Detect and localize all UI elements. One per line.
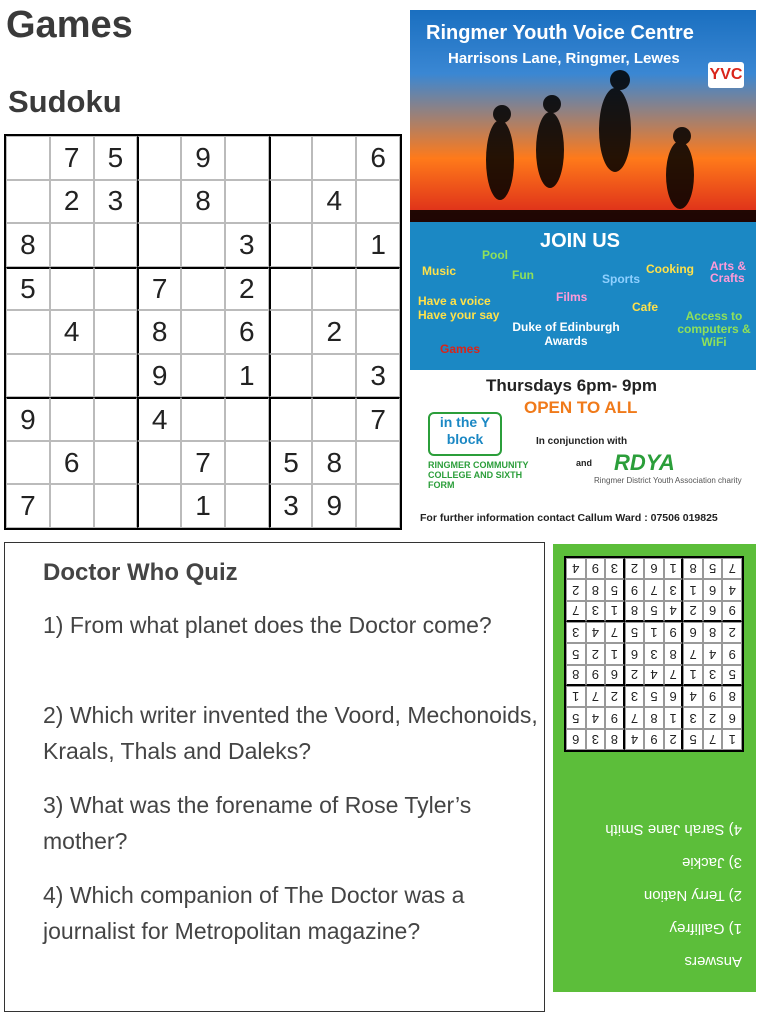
sudoku-cell: 8 <box>625 601 645 622</box>
sudoku-cell: 8 <box>664 643 684 664</box>
sudoku-cell: 2 <box>225 267 269 311</box>
sudoku-cell <box>50 397 94 441</box>
activity: Have a voice <box>418 294 491 308</box>
sudoku-cell: 5 <box>644 601 664 622</box>
activity: Duke of Edinburgh Awards <box>512 320 620 348</box>
sudoku-cell: 3 <box>94 180 138 224</box>
sudoku-cell <box>312 223 356 267</box>
sudoku-cell: 5 <box>722 665 742 686</box>
sudoku-cell <box>356 267 400 311</box>
sudoku-cell: 1 <box>722 729 742 750</box>
sudoku-cell: 4 <box>722 579 742 600</box>
sudoku-cell: 2 <box>566 579 586 600</box>
sudoku-cell: 8 <box>181 180 225 224</box>
sudoku-cell: 6 <box>703 579 723 600</box>
sudoku-cell: 1 <box>566 686 586 707</box>
activity: Have your say <box>418 308 500 322</box>
sudoku-cell: 6 <box>644 558 664 579</box>
sudoku-cell: 8 <box>683 558 703 579</box>
sudoku-cell: 5 <box>683 729 703 750</box>
answers-list <box>605 813 742 978</box>
poster-schedule: Thursdays 6pm- 9pm <box>486 376 657 395</box>
poster-activities <box>410 222 756 370</box>
sudoku-cell: 9 <box>722 643 742 664</box>
sudoku-cell: 8 <box>586 579 606 600</box>
sudoku-cell: 3 <box>356 354 400 398</box>
sudoku-cell: 3 <box>664 579 684 600</box>
sudoku-cell: 7 <box>683 643 703 664</box>
sudoku-cell <box>181 354 225 398</box>
quiz-title: Doctor Who Quiz <box>43 559 238 586</box>
poster-contact: For further information contact Callum Ward : 07506 019825 <box>420 512 718 524</box>
activity: Pool <box>482 248 508 262</box>
sudoku-cell: 3 <box>566 622 586 643</box>
sudoku-cell: 7 <box>605 622 625 643</box>
sudoku-cell: 9 <box>664 622 684 643</box>
sudoku-cell <box>225 136 269 180</box>
sudoku-cell: 4 <box>586 707 606 728</box>
sudoku-cell: 7 <box>181 441 225 485</box>
sudoku-cell: 4 <box>625 729 645 750</box>
sudoku-cell: 5 <box>605 579 625 600</box>
sudoku-cell: 9 <box>722 601 742 622</box>
sudoku-cell: 4 <box>586 622 606 643</box>
sudoku-cell <box>6 354 50 398</box>
answer-item: 3) Jackie <box>681 854 742 871</box>
sudoku-cell: 7 <box>356 397 400 441</box>
sudoku-cell <box>181 267 225 311</box>
sudoku-cell: 2 <box>683 601 703 622</box>
sudoku-cell: 7 <box>586 686 606 707</box>
answers-panel <box>553 544 756 992</box>
sudoku-cell: 1 <box>683 665 703 686</box>
sudoku-cell: 2 <box>586 643 606 664</box>
quiz-question: 3) What was the forename of Rose Tyler’s mother? <box>43 792 472 854</box>
sudoku-cell: 4 <box>50 310 94 354</box>
sudoku-cell: 5 <box>94 136 138 180</box>
sudoku-cell <box>94 354 138 398</box>
sudoku-cell: 7 <box>6 484 50 528</box>
sudoku-cell: 4 <box>137 397 181 441</box>
sudoku-cell <box>137 441 181 485</box>
sudoku-cell: 4 <box>683 686 703 707</box>
sudoku-cell: 3 <box>683 707 703 728</box>
sudoku-cell: 6 <box>566 729 586 750</box>
sudoku-cell <box>181 310 225 354</box>
sudoku-cell <box>225 441 269 485</box>
sudoku-cell <box>269 180 313 224</box>
sudoku-cell <box>6 180 50 224</box>
sudoku-title: Sudoku <box>8 84 122 119</box>
sudoku-cell: 7 <box>644 579 664 600</box>
college-name: RINGMER COMMUNITY COLLEGE AND SIXTH FORM <box>428 460 529 490</box>
sudoku-cell: 2 <box>625 665 645 686</box>
sudoku-cell: 1 <box>356 223 400 267</box>
poster-header <box>410 10 756 222</box>
sudoku-cell: 6 <box>664 686 684 707</box>
sudoku-cell: 6 <box>683 622 703 643</box>
sudoku-cell: 2 <box>50 180 94 224</box>
sudoku-cell: 1 <box>605 643 625 664</box>
activity: Sports <box>602 272 641 286</box>
sudoku-cell <box>94 484 138 528</box>
poster-open: OPEN TO ALL <box>524 398 638 417</box>
sudoku-cell: 3 <box>269 484 313 528</box>
rdya-subtitle: Ringmer District Youth Association charity <box>594 476 742 485</box>
activity: Cafe <box>632 300 659 314</box>
sudoku-cell: 9 <box>312 484 356 528</box>
sudoku-cell: 4 <box>566 558 586 579</box>
activity: Films <box>556 290 588 304</box>
sudoku-cell <box>94 441 138 485</box>
join-us-heading: JOIN US <box>540 230 621 252</box>
sudoku-cell <box>356 180 400 224</box>
sudoku-cell: 2 <box>722 622 742 643</box>
sudoku-cell: 3 <box>625 686 645 707</box>
sudoku-cell <box>6 441 50 485</box>
sudoku-cell <box>50 223 94 267</box>
sudoku-cell: 8 <box>566 665 586 686</box>
sudoku-cell: 3 <box>644 643 664 664</box>
sudoku-cell: 9 <box>703 686 723 707</box>
sudoku-cell: 6 <box>50 441 94 485</box>
sudoku-cell: 2 <box>605 686 625 707</box>
sudoku-cell: 8 <box>605 729 625 750</box>
sudoku-cell <box>269 397 313 441</box>
sudoku-cell: 7 <box>664 665 684 686</box>
sudoku-cell <box>269 223 313 267</box>
yvc-logo: YVC <box>708 62 744 88</box>
sudoku-cell <box>356 441 400 485</box>
activity: Cooking <box>646 262 694 276</box>
activity: Fun <box>512 268 534 282</box>
sudoku-cell <box>137 180 181 224</box>
sudoku-cell: 5 <box>566 707 586 728</box>
sudoku-cell <box>312 354 356 398</box>
quiz-question: 1) From what planet does the Doctor come? <box>43 612 492 638</box>
sudoku-cell <box>312 267 356 311</box>
sudoku-cell <box>225 484 269 528</box>
sudoku-cell: 9 <box>586 665 606 686</box>
sudoku-cell <box>94 310 138 354</box>
sudoku-cell: 1 <box>225 354 269 398</box>
answer-item: 4) Sarah Jane Smith <box>605 821 742 838</box>
sudoku-cell: 5 <box>566 643 586 664</box>
sudoku-cell: 7 <box>703 729 723 750</box>
sudoku-cell: 2 <box>664 729 684 750</box>
sudoku-cell: 2 <box>703 707 723 728</box>
answers-heading: Answers <box>684 953 742 970</box>
sudoku-cell <box>269 136 313 180</box>
sudoku-cell: 8 <box>722 686 742 707</box>
sudoku-cell <box>6 136 50 180</box>
sudoku-cell: 4 <box>664 601 684 622</box>
sudoku-cell <box>94 267 138 311</box>
sudoku-cell: 9 <box>586 558 606 579</box>
sudoku-cell: 3 <box>703 665 723 686</box>
sudoku-cell <box>356 484 400 528</box>
activity: Games <box>440 342 481 356</box>
page-title: Games <box>6 4 133 46</box>
sudoku-cell: 9 <box>644 729 664 750</box>
sudoku-cell: 7 <box>566 601 586 622</box>
sudoku-cell: 1 <box>664 558 684 579</box>
sudoku-cell: 7 <box>50 136 94 180</box>
sudoku-cell <box>94 397 138 441</box>
sudoku-cell: 2 <box>625 558 645 579</box>
sudoku-cell: 6 <box>225 310 269 354</box>
sudoku-cell: 7 <box>137 267 181 311</box>
sudoku-cell: 3 <box>586 729 606 750</box>
sudoku-cell: 3 <box>586 601 606 622</box>
sudoku-cell: 7 <box>722 558 742 579</box>
sudoku-cell: 2 <box>312 310 356 354</box>
sudoku-cell: 1 <box>664 707 684 728</box>
sudoku-cell: 1 <box>644 622 664 643</box>
sudoku-cell <box>6 310 50 354</box>
sudoku-cell <box>137 136 181 180</box>
sudoku-cell: 8 <box>6 223 50 267</box>
sudoku-cell: 9 <box>625 579 645 600</box>
sudoku-solution-grid <box>564 556 744 752</box>
poster-footer <box>410 370 756 530</box>
sudoku-cell: 8 <box>312 441 356 485</box>
answer-item: 2) Terry Nation <box>643 887 742 904</box>
quiz-question: 4) Which companion of The Doctor was a journalist for Metropolitan magazine? <box>43 882 465 944</box>
poster-address: Harrisons Lane, Ringmer, Lewes <box>448 50 680 67</box>
sudoku-cell: 1 <box>683 579 703 600</box>
activity: Arts & Crafts <box>710 259 747 285</box>
sudoku-cell: 8 <box>137 310 181 354</box>
y-block-badge: in the Y block <box>428 412 502 456</box>
sudoku-cell: 4 <box>644 665 664 686</box>
sudoku-cell <box>269 310 313 354</box>
answer-item: 1) Gallifrey <box>669 920 742 937</box>
sudoku-cell: 6 <box>625 643 645 664</box>
sudoku-cell <box>50 484 94 528</box>
sudoku-cell <box>269 267 313 311</box>
sudoku-cell: 9 <box>181 136 225 180</box>
sudoku-cell: 6 <box>722 707 742 728</box>
sudoku-cell <box>225 180 269 224</box>
sudoku-grid <box>4 134 402 530</box>
quiz-question: 2) Which writer invented the Voord, Mechonoids, Kraals, Thals and Daleks? <box>43 702 538 764</box>
sudoku-cell: 4 <box>312 180 356 224</box>
sudoku-cell: 6 <box>703 601 723 622</box>
sudoku-cell <box>50 267 94 311</box>
sudoku-cell: 8 <box>703 622 723 643</box>
sudoku-cell <box>356 310 400 354</box>
sudoku-cell <box>181 397 225 441</box>
quiz-box <box>4 542 545 1012</box>
activity: Music <box>422 264 457 278</box>
sudoku-cell: 9 <box>605 707 625 728</box>
sudoku-cell <box>137 484 181 528</box>
sudoku-cell: 8 <box>644 707 664 728</box>
sudoku-cell <box>269 354 313 398</box>
sudoku-cell <box>312 397 356 441</box>
activity: Access to computers & WiFi <box>677 309 751 349</box>
conjunction-text: In conjunction with <box>536 436 628 447</box>
sudoku-cell: 1 <box>181 484 225 528</box>
sudoku-cell <box>225 397 269 441</box>
sudoku-cell <box>312 136 356 180</box>
sudoku-cell: 5 <box>625 622 645 643</box>
youth-centre-poster <box>410 10 756 530</box>
dancers-silhouette <box>410 10 756 222</box>
sudoku-cell: 1 <box>605 601 625 622</box>
sudoku-cell: 4 <box>703 643 723 664</box>
sudoku-cell: 3 <box>605 558 625 579</box>
sudoku-cell: 5 <box>644 686 664 707</box>
sudoku-cell <box>94 223 138 267</box>
and-text: and <box>576 458 593 468</box>
sudoku-cell: 5 <box>269 441 313 485</box>
sudoku-cell: 6 <box>356 136 400 180</box>
poster-title: Ringmer Youth Voice Centre <box>426 22 694 44</box>
sudoku-cell: 7 <box>625 707 645 728</box>
sudoku-cell <box>50 354 94 398</box>
sudoku-cell: 5 <box>6 267 50 311</box>
rdya-logo: RDYA <box>614 450 675 475</box>
sudoku-cell: 3 <box>225 223 269 267</box>
sudoku-cell: 9 <box>137 354 181 398</box>
sudoku-cell: 6 <box>605 665 625 686</box>
sudoku-cell: 5 <box>703 558 723 579</box>
answers-upside-down <box>553 544 756 992</box>
sudoku-cell <box>137 223 181 267</box>
sudoku-cell: 9 <box>6 397 50 441</box>
sudoku-cell <box>181 223 225 267</box>
